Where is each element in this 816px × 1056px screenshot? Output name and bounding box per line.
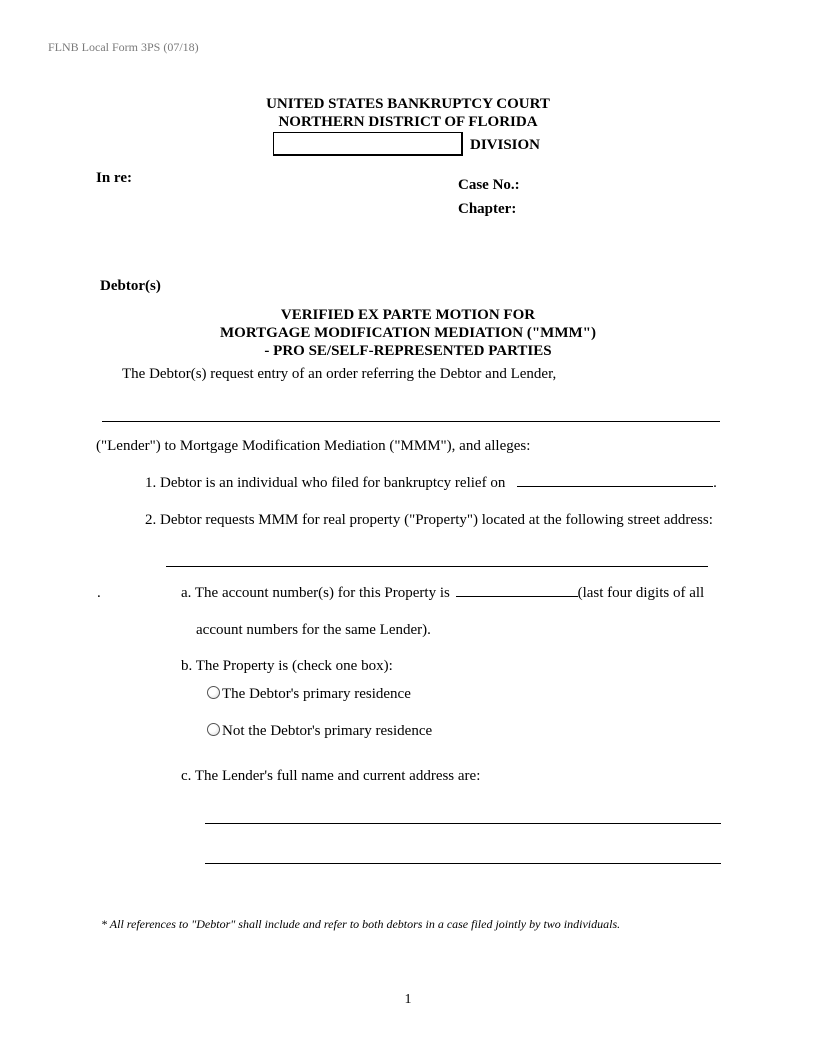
item-a [181,585,704,602]
motion-title-line2: MORTGAGE MODIFICATION MEDIATION ("MMM") [220,325,596,341]
footnote: * All references to "Debtor" shall include and refer to both debtors in a case filed jointly by two individuals. [101,917,621,931]
lender-clause: ("Lender") to Mortgage Modification Mediation ("MMM"), and alleges: [96,438,531,454]
lender-address-line-2[interactable] [205,863,721,864]
court-district: NORTHERN DISTRICT OF FLORIDA [278,114,538,130]
motion-title-line3: - PRO SE/SELF-REPRESENTED PARTIES [264,343,552,359]
division-input[interactable] [273,132,463,156]
motion-intro: The Debtor(s) request entry of an order referring the Debtor and Lender, [122,366,557,382]
division-label: DIVISION [470,137,541,153]
item-c-text: c. The Lender's full name and current address are: [181,768,481,784]
item-a-suffix: (last four digits of all [577,585,705,601]
case-number-label: Case No.: [458,177,520,193]
item-1-text: 1. Debtor is an individual who filed for bankruptcy relief on [145,475,506,491]
account-number-blank[interactable] [456,596,578,597]
option-primary-residence[interactable] [207,686,411,703]
in-re-label: In re: [96,170,132,186]
property-address-line[interactable] [166,566,708,567]
option-not-primary-label: Not the Debtor's primary residence [222,723,433,739]
court-name: UNITED STATES BANKRUPTCY COURT [266,96,550,112]
item-a-continued: account numbers for the same Lender). [196,622,431,638]
lender-address-line-1[interactable] [205,823,721,824]
item-1 [145,475,717,492]
form-identifier: FLNB Local Form 3PS (07/18) [48,40,199,54]
option-primary-label: The Debtor's primary residence [222,686,411,702]
debtors-label: Debtor(s) [100,278,161,294]
stray-period: . [97,585,101,601]
motion-title-line1: VERIFIED EX PARTE MOTION FOR [280,307,536,323]
filing-date-blank[interactable] [517,486,713,487]
lender-name-line[interactable] [102,421,720,422]
option-not-primary-residence[interactable] [207,723,432,740]
item-a-text: a. The account number(s) for this Property is [181,585,450,601]
radio-primary-residence[interactable] [207,686,220,699]
page-number: 1 [404,992,412,1007]
item-1-period: . [713,475,717,491]
item-2-text: 2. Debtor requests MMM for real property ("Property") located at the following street address: [145,512,713,528]
item-b-text: b. The Property is (check one box): [181,658,393,674]
chapter-label: Chapter: [458,201,517,217]
radio-not-primary-residence[interactable] [207,723,220,736]
